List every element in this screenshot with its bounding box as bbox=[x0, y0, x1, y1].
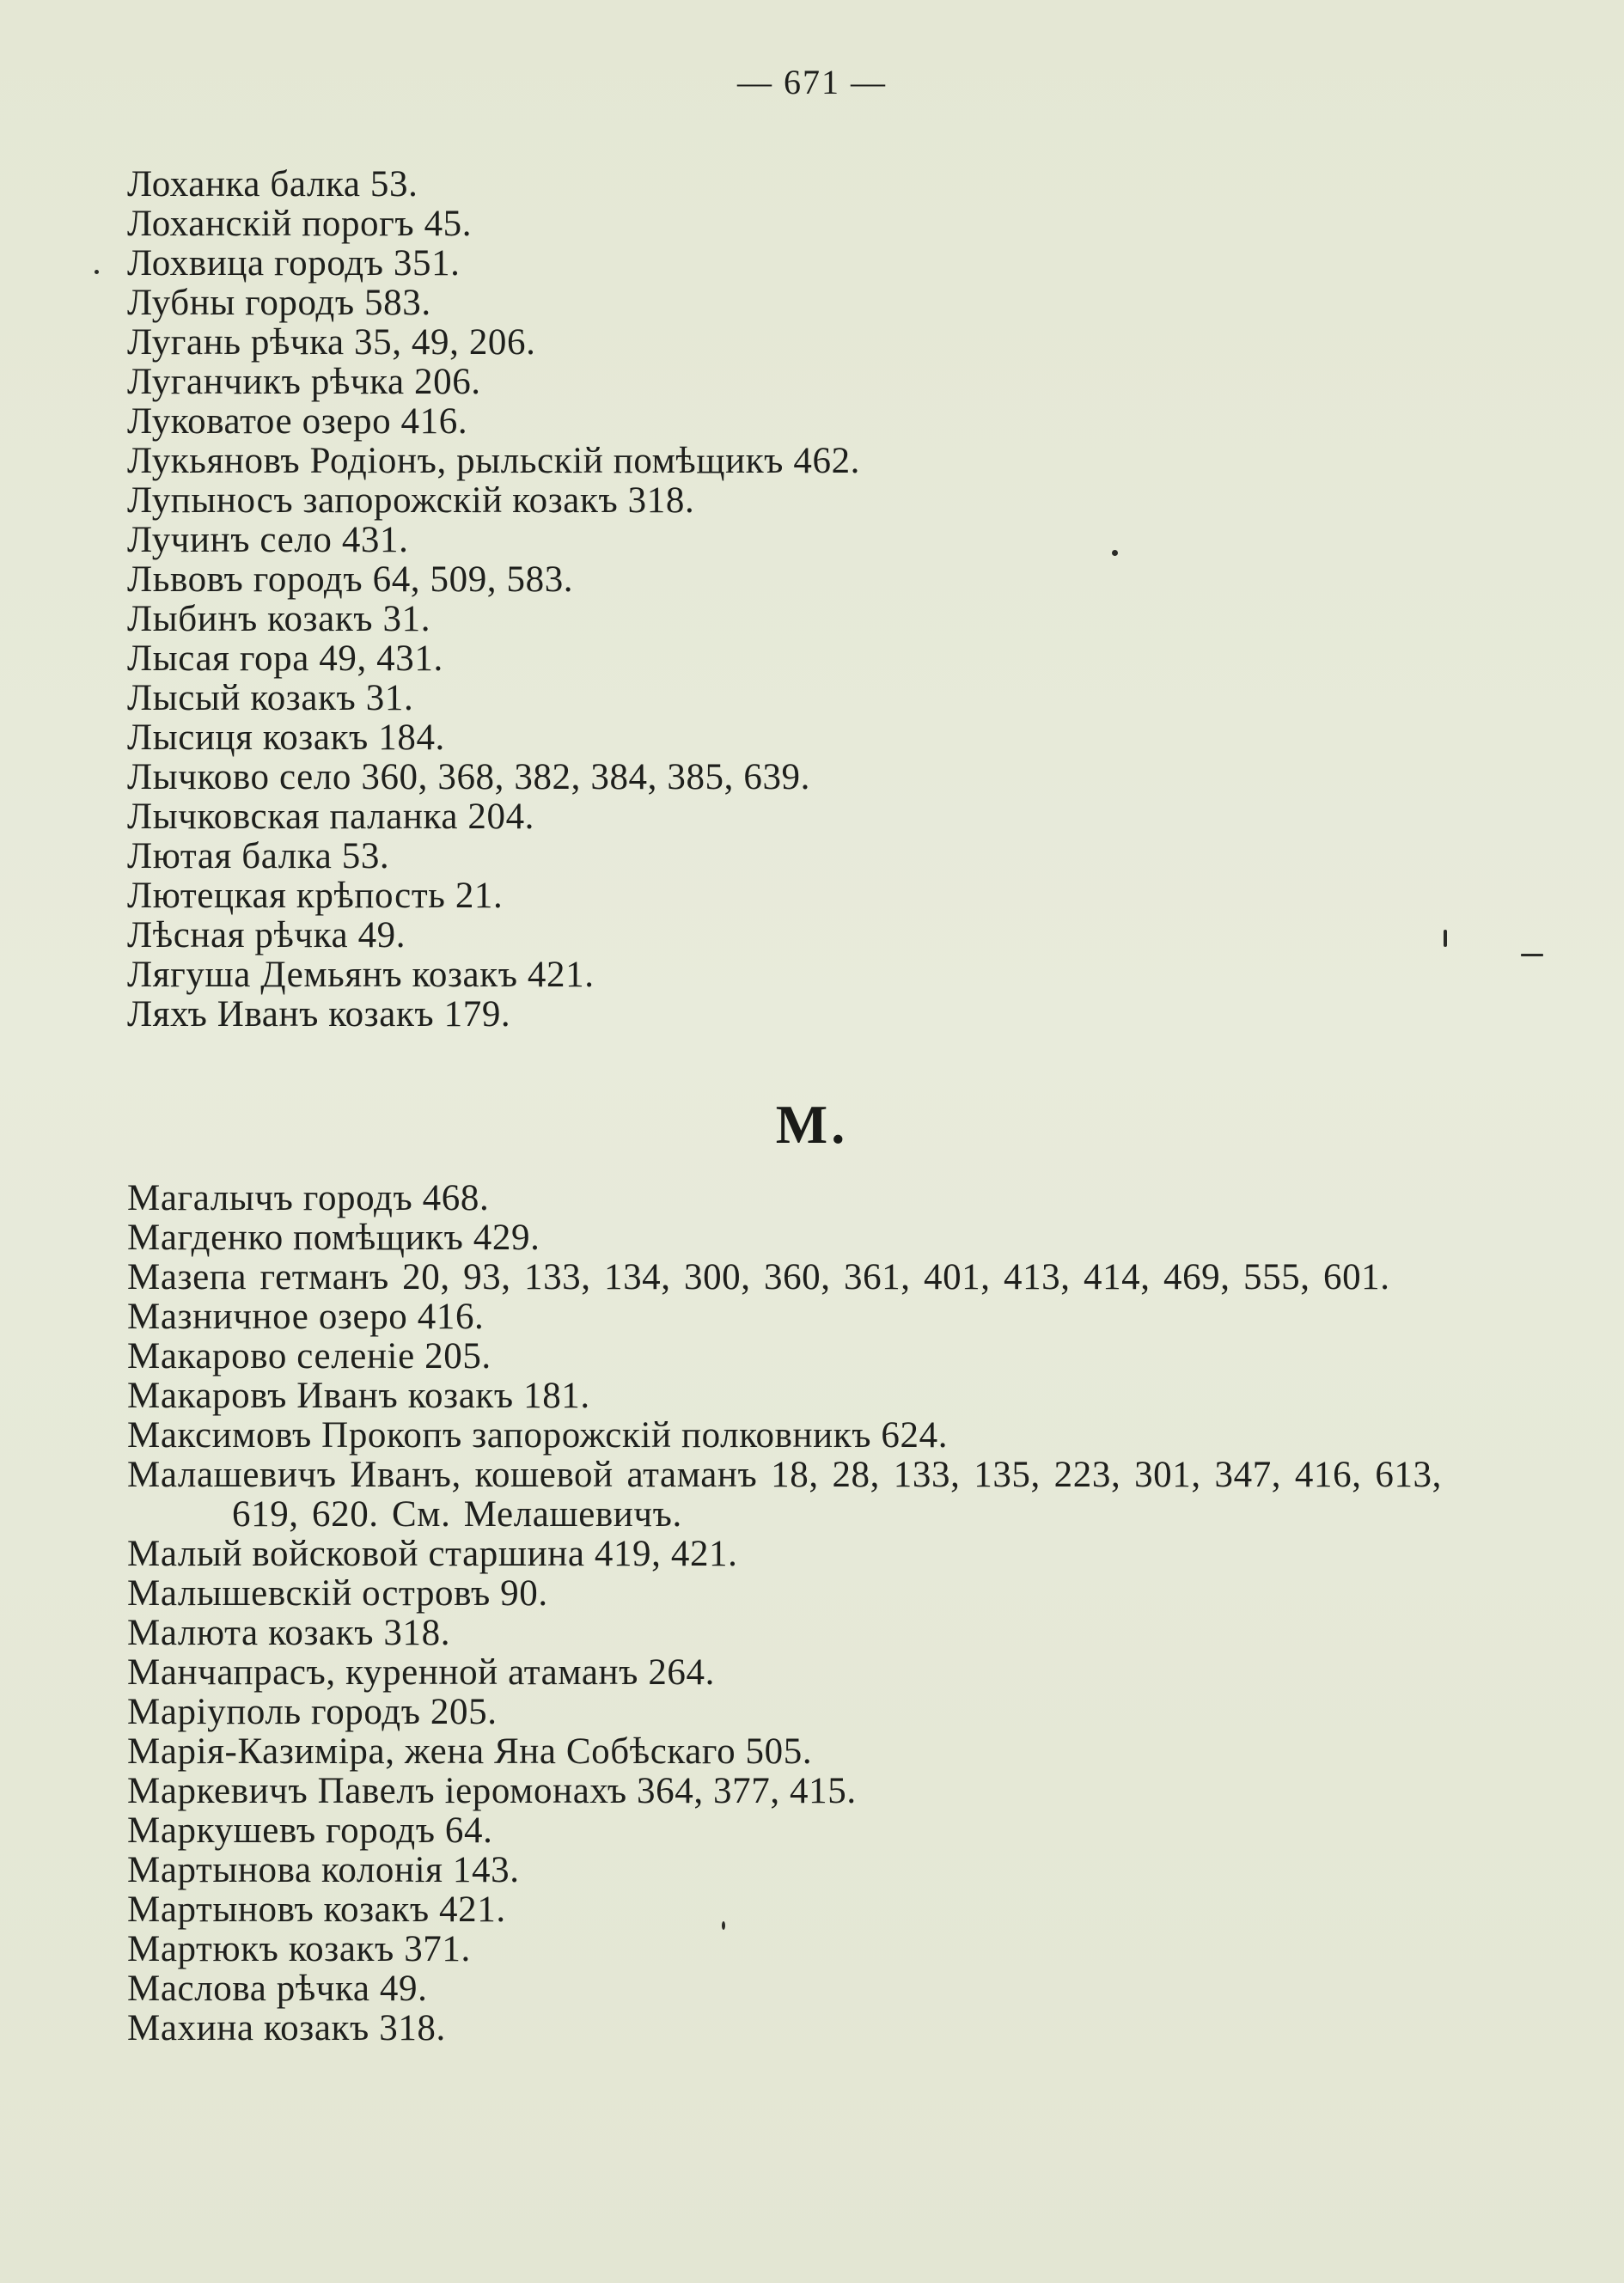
index-entry: Лысый козакъ 31. bbox=[127, 678, 414, 718]
index-entry: Лютецкая крѣпость 21. bbox=[127, 876, 504, 916]
index-entry: Лубны городъ 583. bbox=[127, 283, 431, 323]
index-entry: Марія-Казиміра, жена Яна Собѣскаго 505. bbox=[127, 1731, 813, 1772]
index-entry: Лоханка балка 53. bbox=[127, 164, 418, 204]
index-entry: Лыбинъ козакъ 31. bbox=[127, 599, 431, 639]
section-heading-m: М. bbox=[775, 1094, 849, 1155]
index-entry: Луковатое озеро 416. bbox=[127, 401, 468, 442]
index-entry: Львовъ городъ 64, 509, 583. bbox=[127, 559, 574, 600]
index-entry: Малышевскій островъ 90. bbox=[127, 1573, 548, 1614]
index-entry: Маркушевъ городъ 64. bbox=[127, 1810, 493, 1851]
index-entry: Лоханскій порогъ 45. bbox=[127, 204, 473, 244]
index-entry: Лысиця козакъ 184. bbox=[127, 717, 445, 758]
index-entry: Лугань рѣчка 35, 49, 206. bbox=[127, 322, 536, 363]
index-entry: Луганчикъ рѣчка 206. bbox=[127, 362, 481, 402]
index-entry: Мартыновъ козакъ 421. bbox=[127, 1889, 506, 1930]
index-entry: Мартюкъ козакъ 371. bbox=[127, 1929, 471, 1969]
index-entry: Мазничное озеро 416. bbox=[127, 1297, 485, 1337]
index-entry: Лукьяновъ Родіонъ, рыльскій помѣщикъ 462. bbox=[127, 441, 861, 481]
index-entry: Лохвица городъ 351. bbox=[127, 243, 461, 284]
index-entry: Малашевичъ Иванъ, кошевой атаманъ 18, 28, 133, 135, 223, 301, 347, 416, 613, 619, 620. См. Мелашевичъ. bbox=[127, 1455, 1442, 1535]
ink-speck bbox=[95, 270, 99, 274]
index-section-m bbox=[127, 1179, 1442, 2048]
index-entry: Малый войсковой старшина 419, 421. bbox=[127, 1534, 738, 1574]
index-entry: Лѣсная рѣчка 49. bbox=[127, 915, 406, 955]
index-entry: Лычково село 360, 368, 382, 384, 385, 639. bbox=[127, 757, 811, 797]
index-entry: Мартынова колонія 143. bbox=[127, 1850, 520, 1890]
index-entry: Маркевичъ Павелъ іеромонахъ 364, 377, 415. bbox=[127, 1771, 857, 1811]
index-entry: Маслова рѣчка 49. bbox=[127, 1969, 428, 2009]
index-entry: Лычковская паланка 204. bbox=[127, 797, 535, 837]
index-entry: Лягуша Демьянъ козакъ 421. bbox=[127, 955, 595, 995]
ink-speck bbox=[1444, 930, 1447, 947]
ink-speck bbox=[1112, 550, 1118, 556]
index-entry: Мазепа гетманъ 20, 93, 133, 134, 300, 360, 361, 401, 413, 414, 469, 555, 601. bbox=[127, 1257, 1390, 1297]
index-entry: Лупыносъ запорожскій козакъ 318. bbox=[127, 480, 695, 521]
index-entry: Максимовъ Прокопъ запорожскій полковникъ 624. bbox=[127, 1415, 949, 1456]
index-entry: Магалычъ городъ 468. bbox=[127, 1178, 490, 1218]
index-entry: Манчапрасъ, куренной атаманъ 264. bbox=[127, 1652, 715, 1693]
ink-speck bbox=[722, 1921, 725, 1930]
index-entry: Макаровъ Иванъ козакъ 181. bbox=[127, 1376, 590, 1416]
index-entry: Ляхъ Иванъ козакъ 179. bbox=[127, 994, 511, 1035]
ink-speck bbox=[1521, 954, 1543, 956]
index-entry: Лучинъ село 431. bbox=[127, 520, 409, 560]
index-entry: Лютая балка 53. bbox=[127, 836, 390, 876]
index-entry: Макарово селеніе 205. bbox=[127, 1336, 491, 1377]
index-entry: Махина козакъ 318. bbox=[127, 2008, 446, 2048]
index-entry: Малюта козакъ 318. bbox=[127, 1613, 451, 1653]
index-entry: Магденко помѣщикъ 429. bbox=[127, 1218, 540, 1258]
page-number: — 671 — bbox=[737, 63, 887, 101]
index-entry: Лысая гора 49, 431. bbox=[127, 638, 443, 679]
index-entry: Маріуполь городъ 205. bbox=[127, 1692, 498, 1732]
index-section-l bbox=[127, 165, 1442, 1035]
